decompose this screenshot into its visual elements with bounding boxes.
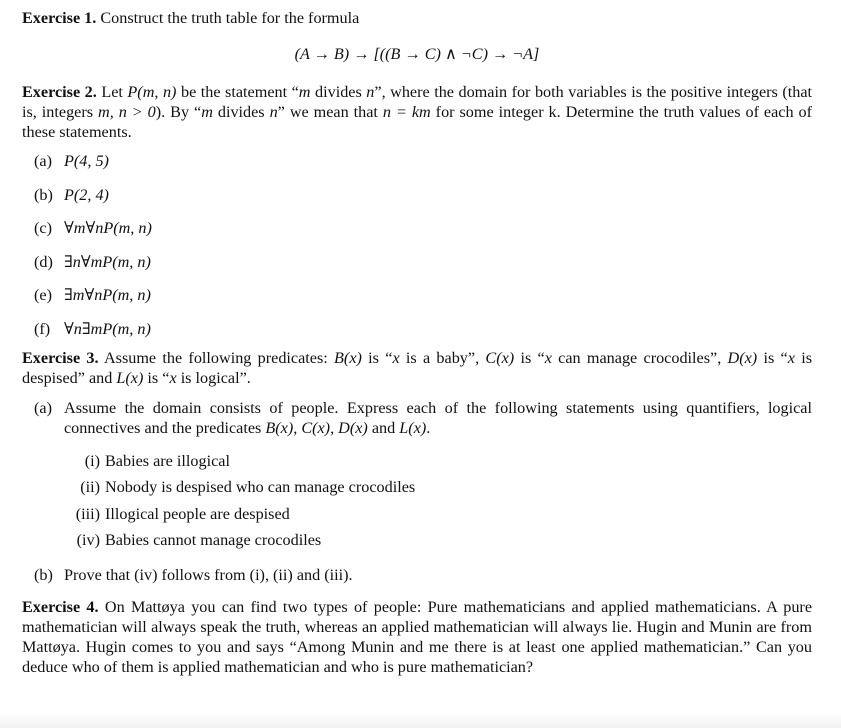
text-fragment: can manage crocodiles”, bbox=[551, 348, 728, 367]
math-fragment: x bbox=[787, 348, 795, 367]
math-fragment: P(m, n) bbox=[127, 83, 177, 101]
item-label: (f) bbox=[34, 319, 51, 338]
exercise-2-items bbox=[34, 151, 812, 353]
exercise-3-title: Exercise 3. bbox=[22, 348, 99, 367]
item-expression: ∃n∀mP(m, n) bbox=[64, 252, 151, 271]
math-fragment: m bbox=[298, 83, 311, 101]
item-label: (b) bbox=[34, 185, 53, 204]
item-expression: P(4, 5) bbox=[64, 152, 109, 170]
list-item bbox=[34, 218, 812, 252]
list-item bbox=[66, 504, 812, 531]
item-label: (ii) bbox=[80, 478, 100, 497]
text-fragment: is “ bbox=[757, 348, 788, 367]
text-fragment: , bbox=[293, 418, 302, 437]
exercise-sheet bbox=[22, 8, 812, 677]
exercise-3-part-a bbox=[34, 398, 812, 438]
item-label: (c) bbox=[34, 219, 52, 238]
item-label: (d) bbox=[34, 252, 53, 271]
part-b-text: Prove that (iv) follows from (i), (ii) and (iii). bbox=[64, 565, 353, 584]
exercise-1-text: Construct the truth table for the formula bbox=[100, 9, 360, 27]
list-item bbox=[34, 252, 812, 286]
exercise-3-statement bbox=[22, 348, 812, 388]
exercise-2 bbox=[22, 82, 812, 353]
text-fragment: is “ bbox=[361, 348, 393, 367]
text-fragment: Assume the domain consists of people. Express each of the following statements using quantifiers, logical connectives and the predicates bbox=[64, 398, 812, 437]
math-fragment: C(x) bbox=[301, 418, 331, 437]
exercise-3-sub-items bbox=[66, 451, 812, 557]
part-a-text bbox=[64, 398, 812, 438]
exercise-1 bbox=[22, 8, 812, 64]
math-fragment: m, n > 0 bbox=[98, 103, 156, 121]
item-text: Illogical people are despised bbox=[105, 504, 290, 523]
text-fragment: is “ bbox=[514, 348, 545, 367]
exercise-4-statement bbox=[22, 597, 812, 677]
item-label: (e) bbox=[34, 286, 52, 305]
exercise-1-title: Exercise 1. bbox=[22, 9, 97, 27]
exercise-1-formula: (A → B) → [((B → C) ∧ ¬C) → ¬A] bbox=[294, 45, 540, 63]
math-fragment: D(x) bbox=[727, 348, 758, 367]
math-fragment: B(x) bbox=[265, 418, 294, 437]
text-fragment: ”, where the domain for both variables is the positive integers (that is, integers bbox=[22, 83, 813, 121]
list-item bbox=[66, 530, 812, 557]
item-label: (iv) bbox=[76, 531, 100, 550]
text-fragment: is logical”. bbox=[176, 368, 251, 387]
math-fragment: n bbox=[366, 83, 375, 101]
math-fragment: B(x) bbox=[334, 348, 362, 367]
text-fragment: Let bbox=[101, 83, 128, 101]
exercise-2-statement bbox=[22, 82, 812, 142]
exercise-3-part-b bbox=[34, 565, 812, 585]
item-label: (b) bbox=[34, 565, 53, 584]
math-fragment: L(x) bbox=[116, 368, 144, 387]
exercise-4-title: Exercise 4. bbox=[22, 597, 99, 616]
item-expression: P(2, 4) bbox=[64, 185, 109, 204]
exercise-3 bbox=[22, 348, 812, 585]
exercise-4 bbox=[22, 597, 812, 677]
item-label: (i) bbox=[84, 451, 100, 470]
math-fragment: x bbox=[392, 348, 400, 367]
text-fragment: be the statement “ bbox=[176, 83, 299, 101]
text-fragment: is despised” and bbox=[22, 348, 812, 387]
list-item bbox=[34, 285, 812, 319]
item-expression: ∀n∃mP(m, n) bbox=[64, 319, 151, 338]
list-item bbox=[34, 319, 812, 353]
text-fragment: . bbox=[426, 418, 431, 437]
text-fragment: divides bbox=[310, 83, 367, 101]
item-label: (a) bbox=[34, 152, 52, 170]
item-expression: ∃m∀nP(m, n) bbox=[64, 286, 151, 305]
text-fragment: , bbox=[330, 418, 339, 437]
math-fragment: n bbox=[269, 103, 278, 121]
text-fragment: Assume the following predicates: bbox=[103, 348, 335, 367]
item-expression: ∀m∀nP(m, n) bbox=[64, 219, 152, 238]
math-fragment: x bbox=[169, 368, 177, 387]
exercise-2-title: Exercise 2. bbox=[22, 83, 97, 101]
item-text: Nobody is despised who can manage crocodiles bbox=[105, 478, 416, 497]
exercise-4-text: On Mattøya you can find two types of people: Pure mathematicians and applied mathematicians. A pure mathematician will always speak the truth, whereas an applied mathematician will always lie. Hugin and Munin are from Mattøya. Hugin comes to you and says “Among Munin and me there is at least one applied mathematician.” Can you deduce who of them is applied mathematician and who is pure mathematician? bbox=[22, 597, 812, 676]
text-fragment: divides bbox=[212, 103, 270, 121]
text-fragment: ” we mean that bbox=[277, 103, 383, 121]
math-fragment: x bbox=[544, 348, 552, 367]
text-fragment: and bbox=[367, 418, 400, 437]
list-item bbox=[34, 151, 812, 185]
item-label: (iii) bbox=[75, 504, 100, 523]
item-text: Babies cannot manage crocodiles bbox=[105, 531, 322, 550]
text-fragment: ). By “ bbox=[155, 103, 202, 121]
math-fragment: C(x) bbox=[485, 348, 515, 367]
item-text: Babies are illogical bbox=[105, 451, 230, 470]
math-fragment: D(x) bbox=[338, 418, 368, 437]
item-label: (a) bbox=[34, 398, 52, 417]
math-fragment: n = km bbox=[382, 103, 431, 121]
exercise-1-statement bbox=[22, 8, 812, 28]
math-fragment: L(x) bbox=[399, 418, 427, 437]
text-fragment: is a baby”, bbox=[399, 348, 486, 367]
page-bottom-edge bbox=[0, 712, 841, 728]
math-fragment: m bbox=[201, 103, 213, 121]
list-item bbox=[34, 185, 812, 219]
list-item bbox=[66, 451, 812, 478]
list-item bbox=[66, 477, 812, 504]
text-fragment: for some integer k. Determine the truth values of each of these statements. bbox=[22, 103, 813, 141]
text-fragment: is “ bbox=[143, 368, 170, 387]
